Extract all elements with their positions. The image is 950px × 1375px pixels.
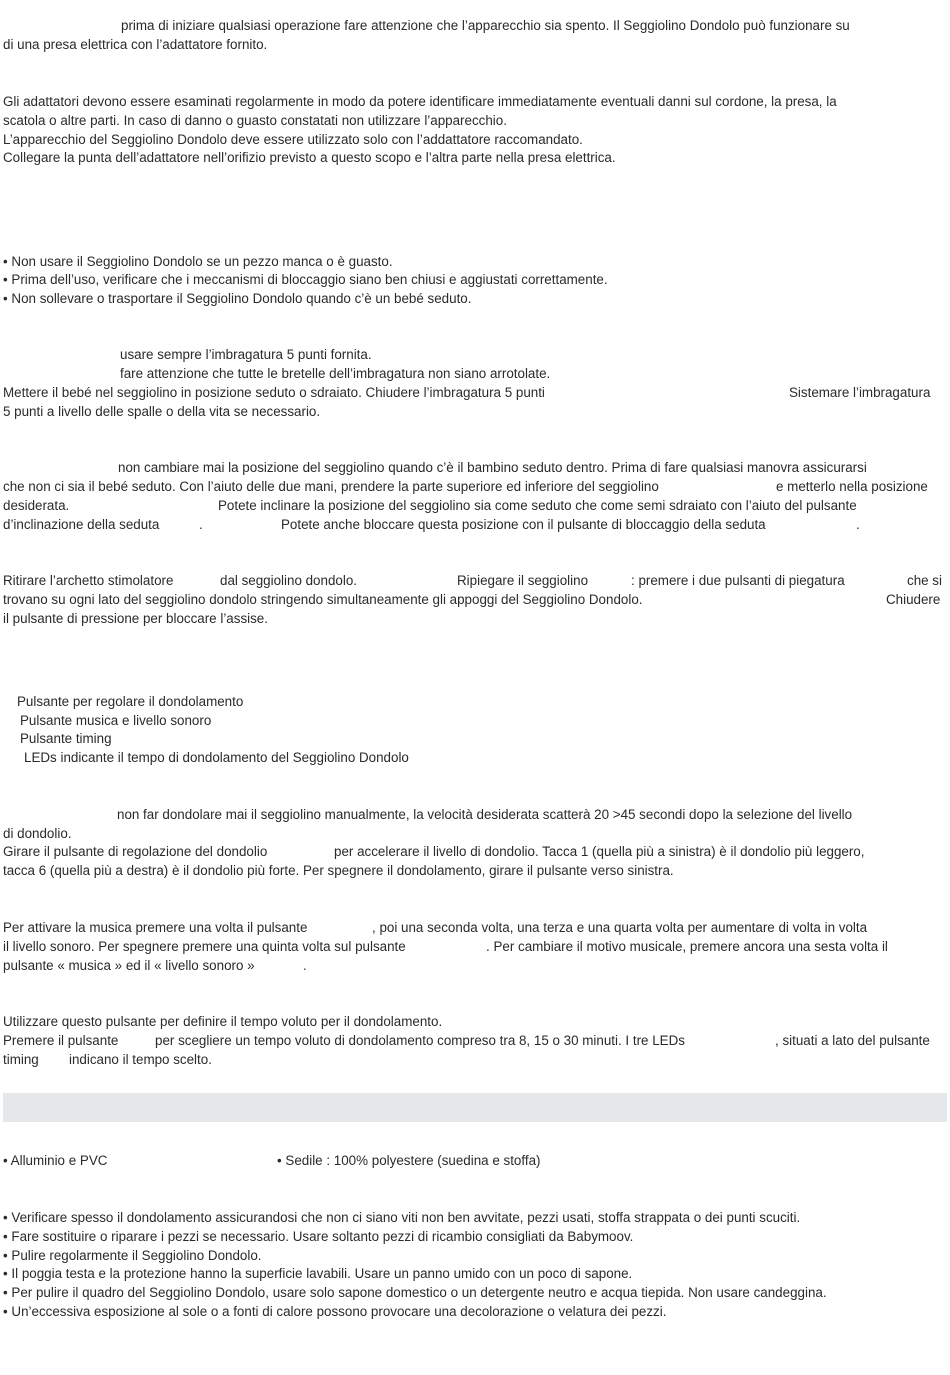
timing-text-line: indicano il tempo scelto. [69,1052,212,1067]
maintenance-bullet: • Verificare spesso il dondolamento assicurandosi che non ci siano viti non ben avvitate, pezzi usati, stoffa strappata o dei punti scuciti. [3,1210,801,1225]
harness-text-line: usare sempre l’imbragatura 5 punti fornita. [120,347,372,362]
control-item: Pulsante musica e livello sonoro [20,713,212,728]
rocking-text-line: per accelerare il livello di dondolio. Tacca 1 (quella più a sinistra) è il dondolio più leggero, [334,844,865,859]
position-text-line: . [856,517,860,532]
music-text-line: . Per cambiare il motivo musicale, premere ancora una sesta volta il [486,939,888,954]
harness-text-line: fare attenzione che tutte le bretelle dell’imbragatura non siano arrotolate. [120,366,551,381]
music-text-line: . [303,958,307,973]
rocking-text-line: Girare il pulsante di regolazione del dondolio [3,844,268,859]
rocking-text-line: di dondolio. [3,826,72,841]
timing-text-line: Premere il pulsante [3,1033,119,1048]
fold-text-line: dal seggiolino dondolo. [220,573,357,588]
safety-bullet: • Non sollevare o trasportare il Seggiolino Dondolo quando c’è un bebé seduto. [3,291,472,306]
adapter-text-line: L’apparecchio del Seggiolino Dondolo deve essere utilizzato solo con l’addattatore raccomandato. [3,132,583,147]
rocking-text-line: tacca 6 (quella più a destra) è il dondolio più forte. Per spegnere il dondolamento, girare il pulsante verso sinistra. [3,863,674,878]
music-text-line: pulsante « musica » ed il « livello sonoro » [3,958,255,973]
maintenance-bullet: • Per pulire il quadro del Seggiolino Dondolo, usare solo sapone domestico o un detergente neutro e acqua tiepida. Non usare candeggina. [3,1285,827,1300]
fold-text-line: : premere i due pulsanti di piegatura [631,573,845,588]
music-text-line: Per attivare la musica premere una volta il pulsante [3,920,308,935]
fold-text-line: Ritirare l’archetto stimolatore [3,573,174,588]
fold-text-line: che si [907,573,942,588]
adapter-text-line: Gli adattatori devono essere esaminati regolarmente in modo da potere identificare immediatamente eventuali danni sul cordone, la presa, la [3,94,837,109]
adapter-text-line: scatola o altre parti. In caso di danno o guasto constatati non utilizzare l’apparecchio. [3,113,507,128]
power-text-line: prima di iniziare qualsiasi operazione fare attenzione che l’apparecchio sia spento. Il Seggiolino Dondolo può funzionare su [121,18,850,33]
timing-text-line: per scegliere un tempo voluto di dondolamento compreso tra 8, 15 o 30 minuti. I tre LEDs [155,1033,685,1048]
fold-text-line: Ripiegare il seggiolino [457,573,589,588]
harness-text-line: Mettere il bebé nel seggiolino in posizione seduto o sdraiato. Chiudere l’imbragatura 5 punti [3,385,545,400]
harness-text-line: 5 punti a livello delle spalle o della vita se necessario. [3,404,321,419]
position-text-line: d’inclinazione della seduta [3,517,160,532]
music-text-line: il livello sonoro. Per spegnere premere una quinta volta sul pulsante [3,939,406,954]
timing-text-line: Utilizzare questo pulsante per definire il tempo voluto per il dondolamento. [3,1014,443,1029]
material-item: • Alluminio e PVC [3,1153,108,1168]
safety-bullet: • Prima dell’uso, verificare che i meccanismi di bloccaggio siano ben chiusi e aggiustati correttamente. [3,272,608,287]
maintenance-bullet: • Un’eccessiva esposizione al sole o a fonti di calore possono provocare una decolorazione o velatura dei pezzi. [3,1304,667,1319]
fold-text-line: il pulsante di pressione per bloccare l’assise. [3,611,268,626]
rocking-text-line: non far dondolare mai il seggiolino manualmente, la velocità desiderata scatterà 20 >45 secondi dopo la selezione del livello [117,807,853,822]
timing-text-line: timing [3,1052,39,1067]
power-text-line: di una presa elettrica con l’adattatore fornito. [3,37,268,52]
control-item: Pulsante timing [20,731,112,746]
music-text-line: , poi una seconda volta, una terza e una quarta volta per aumentare di volta in volta [372,920,868,935]
position-text-line: . [199,517,203,532]
control-item: LEDs indicante il tempo di dondolamento del Seggiolino Dondolo [24,750,409,765]
material-item: • Sedile : 100% polyestere (suedina e stoffa) [277,1153,541,1168]
control-item: Pulsante per regolare il dondolamento [17,694,244,709]
position-text-line: Potete inclinare la posizione del seggiolino sia come seduto che come semi sdraiato con l’aiuto del pulsante [218,498,857,513]
maintenance-bullet: • Il poggia testa e la protezione hanno la superficie lavabili. Usare un panno umido con un poco di sapone. [3,1266,633,1281]
position-text-line: e metterlo nella posizione [776,479,928,494]
position-text-line: desiderata. [3,498,70,513]
safety-bullet: • Non usare il Seggiolino Dondolo se un pezzo manca o è guasto. [3,254,393,269]
maintenance-bullet: • Fare sostituire o riparare i pezzi se necessario. Usare soltanto pezzi di ricambio consigliati da Babymoov. [3,1229,634,1244]
position-text-line: non cambiare mai la posizione del seggiolino quando c’è il bambino seduto dentro. Prima di fare qualsiasi manovra assicurarsi [118,460,867,475]
maintenance-bullet: • Pulire regolarmente il Seggiolino Dondolo. [3,1248,262,1263]
harness-text-line: Sistemare l’imbragatura [789,385,931,400]
fold-text-line: Chiudere [886,592,941,607]
position-text-line: Potete anche bloccare questa posizione con il pulsante di bloccaggio della seduta [281,517,766,532]
position-text-line: che non ci sia il bebé seduto. Con l’aiuto delle due mani, prendere la parte superiore ed inferiore del seggiolino [3,479,659,494]
timing-text-line: , situati a lato del pulsante [775,1033,930,1048]
adapter-text-line: Collegare la punta dell’adattatore nell’orifizio previsto a questo scopo e l’altra parte nella presa elettrica. [3,150,616,165]
section-header-bar [3,1093,947,1122]
fold-text-line: trovano su ogni lato del seggiolino dondolo stringendo simultaneamente gli appoggi del Seggiolino Dondolo. [3,592,643,607]
